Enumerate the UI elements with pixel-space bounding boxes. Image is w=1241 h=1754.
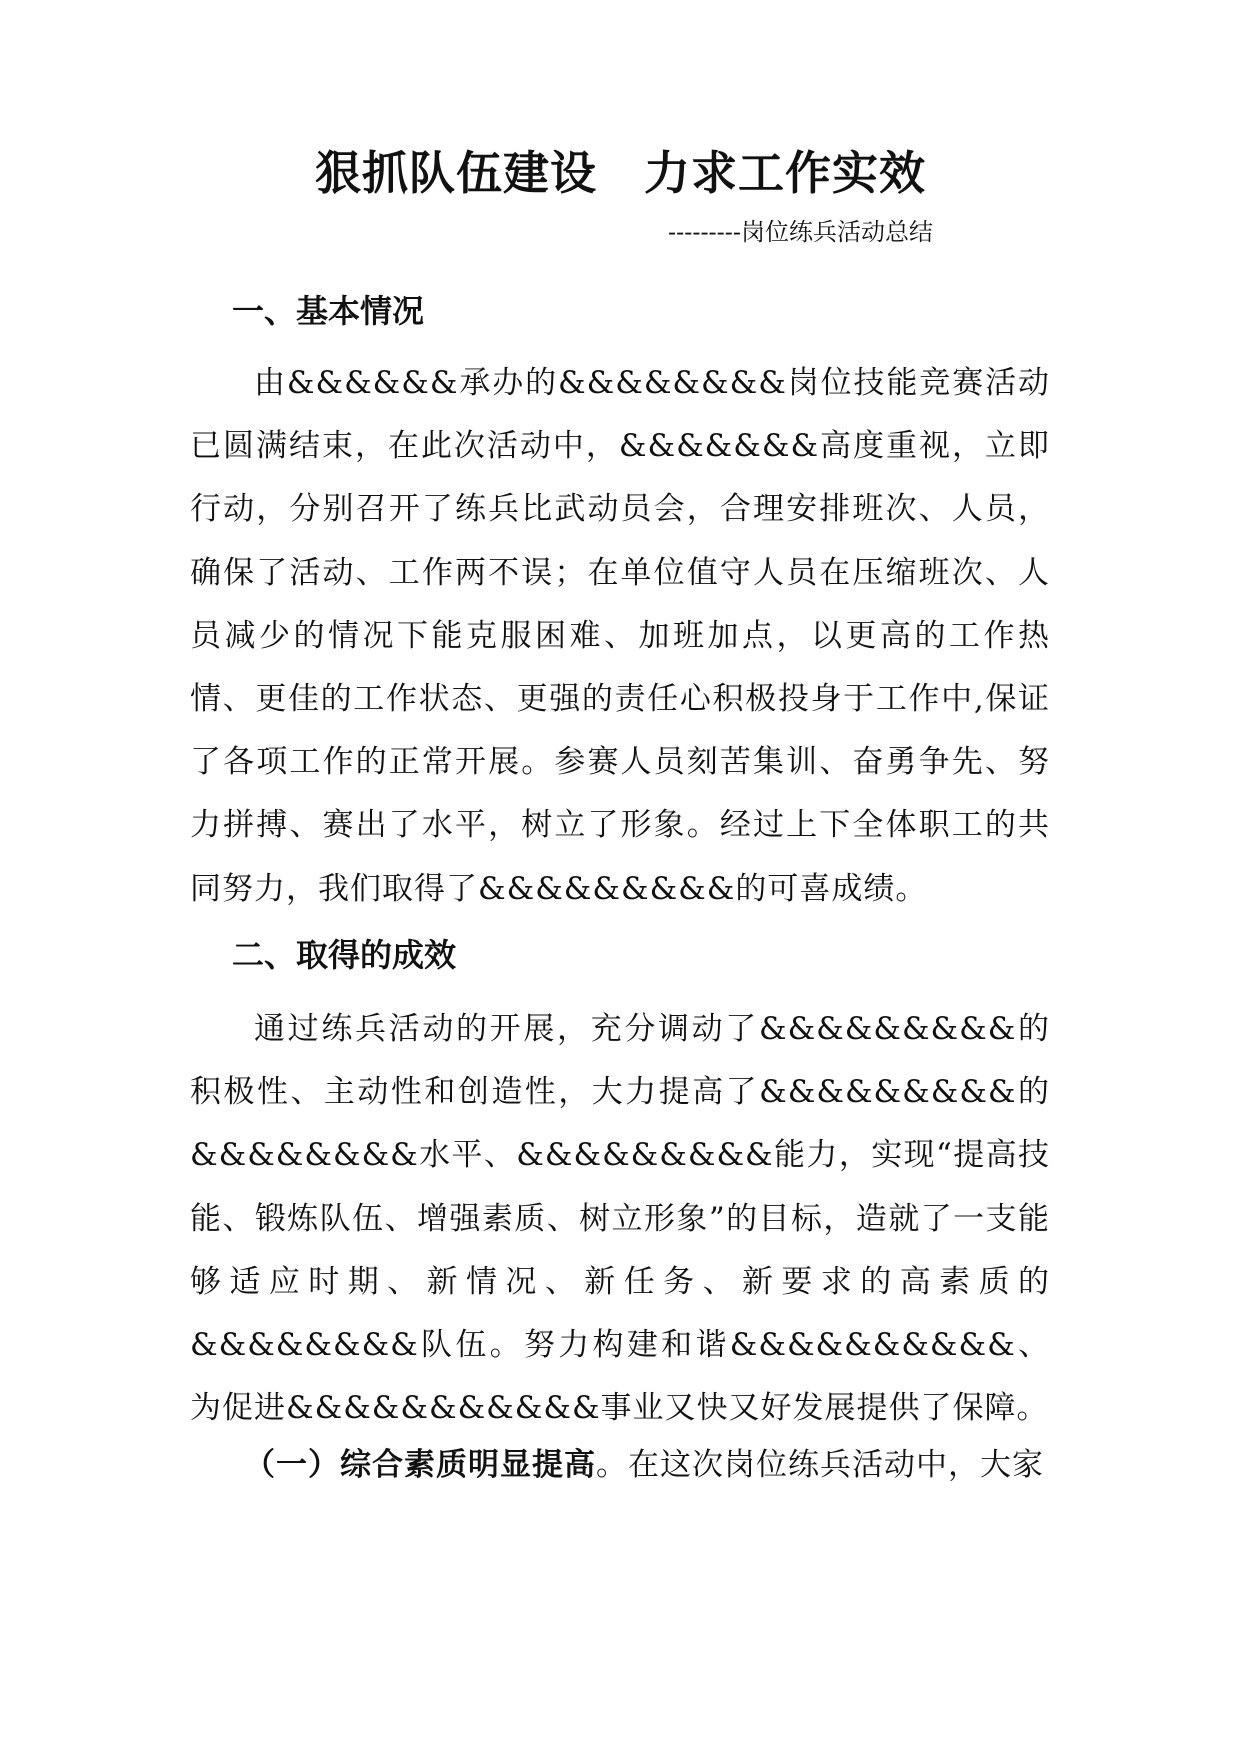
- subsection-paragraph-quality: [190, 1434, 1050, 1497]
- subsection-text-quality: 。在这次岗位练兵活动中，大家: [596, 1447, 1044, 1483]
- document-subtitle: ---------岗位练兵活动总结: [668, 218, 933, 246]
- section-paragraph-achievements: 通过练兵活动的开展，充分调动了&&&&&&&&&的积极性、主动性和创造性，大力提高了&&&&&&&&&的&&&&&&&&水平、&&&&&&&&&能力，实现“提高技能、锻炼队伍、增强素质、树立形象”的目标，造就了一支能够适应时期、新情况、新任务、新要求的高素质的&&&&&&&&队伍。努力构建和谐&&&&&&&&&&、为促进&&&&&&&&&&&事业又快又好发展提供了保障。: [190, 1011, 1050, 1427]
- section-heading-basic-situation: 一、基本情况: [232, 292, 425, 330]
- section-paragraph-basic-situation: 由&&&&&&承办的&&&&&&&&岗位技能竞赛活动已圆满结束，在此次活动中，&&&&&&&高度重视，立即行动，分别召开了练兵比武动员会，合理安排班次、人员，确保了活动、工作两不误；在单位值守人员在压缩班次、人员减少的情况下能克服困难、加班加点，以更高的工作热情、更佳的工作状态、更强的责任心积极投身于工作中,保证了各项工作的正常开展。参赛人员刻苦集训、奋勇争先、努力拼搏、赛出了水平，树立了形象。经过上下全体职工的共同努力，我们取得了&&&&&&&&&的可喜成绩。: [190, 365, 1050, 907]
- section-heading-achievements: 二、取得的成效: [232, 936, 457, 974]
- subsection-label-quality: （一）综合素质明显提高: [244, 1447, 596, 1483]
- document-title: 狠抓队伍建设 力求工作实效: [315, 146, 926, 200]
